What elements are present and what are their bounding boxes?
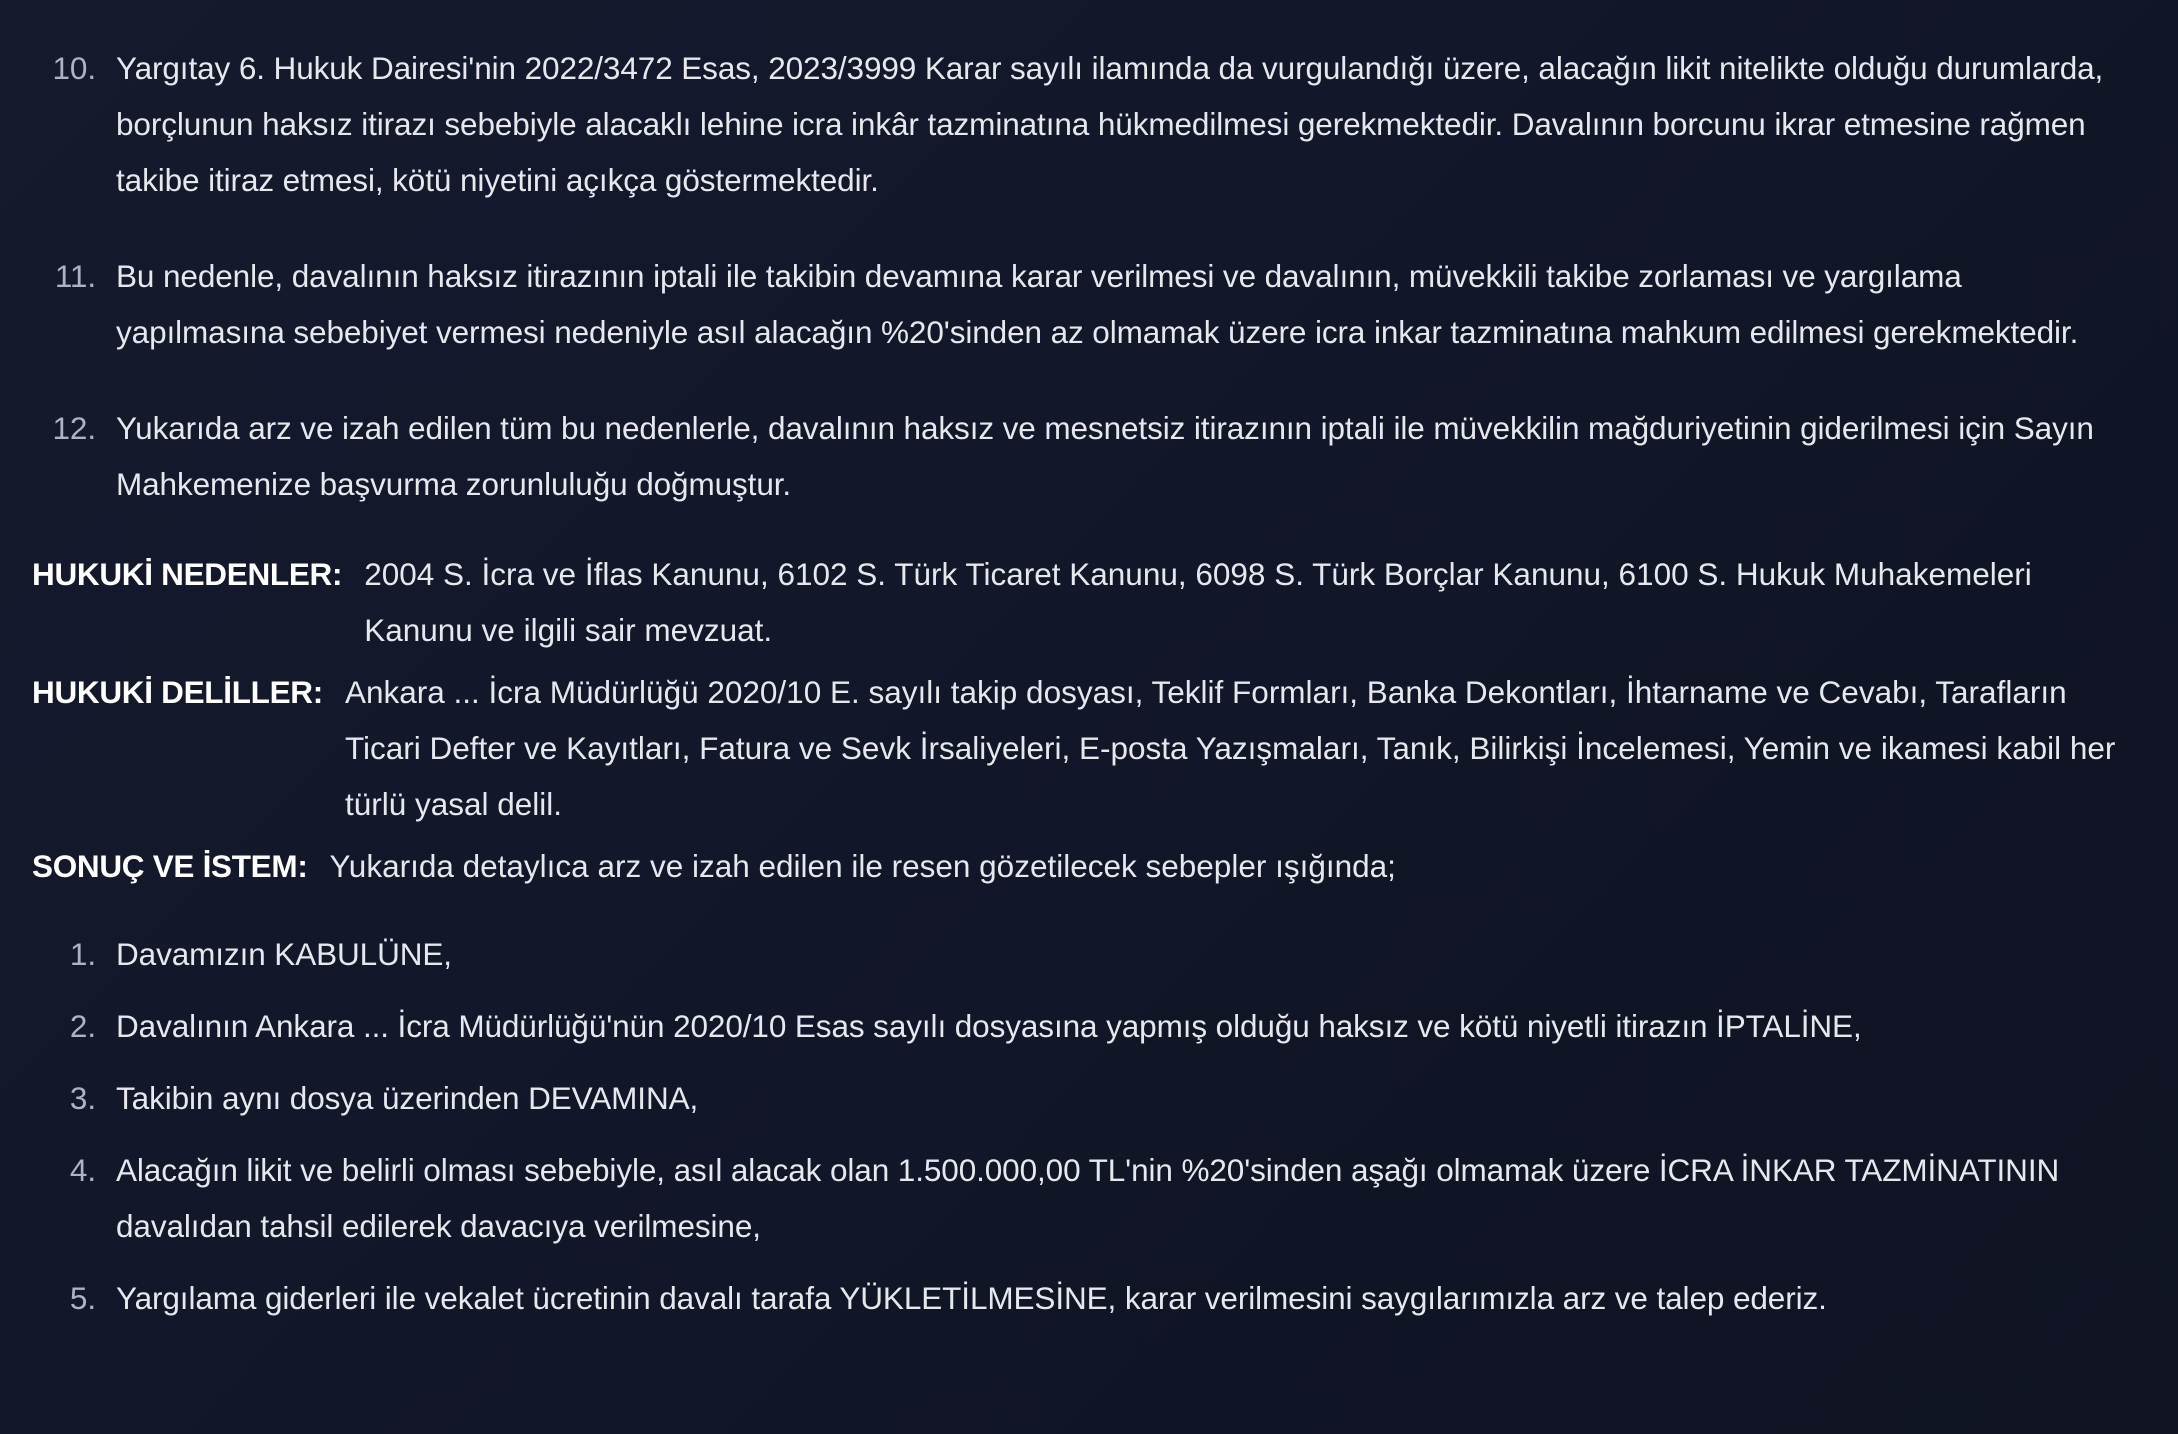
section-text: Ankara ... İcra Müdürlüğü 2020/10 E. sayılı takip dosyası, Teklif Formları, Banka Dekontları, İhtarname ve Cevabı, Tarafların Ticari Defter ve Kayıtları, Fatura ve Sevk İrsaliyeleri, E-posta Yazışmaları, Tanık, Bilirkişi İncelemesi, Yemin ve ikamesi kabil her türlü yasal delil. bbox=[344, 674, 2116, 822]
list-item-text: Yargıtay 6. Hukuk Dairesi'nin 2022/3472 Esas, 2023/3999 Karar sayılı ilamında da vurgulandığı üzere, alacağın likit nitelikte olduğu durumlarda, borçlunun haksız itirazı sebebiyle alacaklı lehine icra inkâr tazminatına hükmedilmesi gerekmektedir. Davalının borcunu ikrar etmesine rağmen takibe itiraz etmesi, kötü niyetini açıkça göstermektedir. bbox=[116, 50, 2104, 198]
list-item-text: Takibin aynı dosya üzerinden DEVAMINA, bbox=[116, 1080, 699, 1116]
argument-list bbox=[32, 40, 2138, 512]
list-item bbox=[32, 1142, 2138, 1254]
section-text: 2004 S. İcra ve İflas Kanunu, 6102 S. Türk Ticaret Kanunu, 6098 S. Türk Borçlar Kanunu, 6100 S. Hukuk Muhakemeleri Kanunu ve ilgili sair mevzuat. bbox=[364, 556, 2032, 648]
list-item bbox=[32, 40, 2138, 208]
list-item bbox=[32, 926, 2138, 982]
list-item-text: Davalının Ankara ... İcra Müdürlüğü'nün 2020/10 Esas sayılı dosyasına yapmış olduğu haksız ve kötü niyetli itirazın İPTALİNE, bbox=[116, 1008, 1862, 1044]
list-item-text: Alacağın likit ve belirli olması sebebiyle, asıl alacak olan 1.500.000,00 TL'nin %20'sinden aşağı olmamak üzere İCRA İNKAR TAZMİNATININ davalıdan tahsil edilerek davacıya verilmesine, bbox=[116, 1152, 2060, 1244]
list-item-number: 10. bbox=[52, 50, 96, 86]
list-item-number: 11. bbox=[54, 258, 96, 294]
list-item-text: Yukarıda arz ve izah edilen tüm bu nedenlerle, davalının haksız ve mesnetsiz itirazının iptali ile müvekkilin mağduriyetinin giderilmesi için Sayın Mahkemenize başvurma zorunluluğu doğmuştur. bbox=[116, 410, 2094, 502]
list-item-text: Davamızın KABULÜNE, bbox=[116, 936, 452, 972]
list-item-number: 1. bbox=[69, 936, 96, 972]
list-item bbox=[32, 1070, 2138, 1126]
section-hukuki-nedenler bbox=[32, 546, 2138, 658]
section-label: SONUÇ VE İSTEM: bbox=[32, 848, 308, 884]
section-hukuki-deliller bbox=[32, 664, 2138, 832]
list-item bbox=[32, 400, 2138, 512]
list-item bbox=[32, 248, 2138, 360]
list-item-number: 2. bbox=[69, 1008, 96, 1044]
list-item bbox=[32, 1270, 2138, 1326]
list-item-text: Yargılama giderleri ile vekalet ücretinin davalı tarafa YÜKLETİLMESİNE, karar verilmesini saygılarımızla arz ve talep ederiz. bbox=[116, 1280, 1827, 1316]
list-item bbox=[32, 998, 2138, 1054]
section-label: HUKUKİ NEDENLER: bbox=[32, 556, 343, 592]
list-item-number: 12. bbox=[52, 410, 96, 446]
list-item-text: Bu nedenle, davalının haksız itirazının iptali ile takibin devamına karar verilmesi ve davalının, müvekkili takibe zorlaması ve yargılama yapılmasına sebebiyet vermesi nedeniyle asıl alacağın %20'sinden az olmamak üzere icra inkar tazminatına mahkum edilmesi gerekmektedir. bbox=[116, 258, 2079, 350]
section-sonuc-ve-istem bbox=[32, 838, 2138, 894]
list-item-number: 5. bbox=[69, 1280, 96, 1316]
list-item-number: 4. bbox=[69, 1152, 96, 1188]
request-list bbox=[32, 926, 2138, 1326]
section-text: Yukarıda detaylıca arz ve izah edilen ile resen gözetilecek sebepler ışığında; bbox=[329, 848, 1396, 884]
list-item-number: 3. bbox=[69, 1080, 96, 1116]
section-label: HUKUKİ DELİLLER: bbox=[32, 674, 323, 710]
